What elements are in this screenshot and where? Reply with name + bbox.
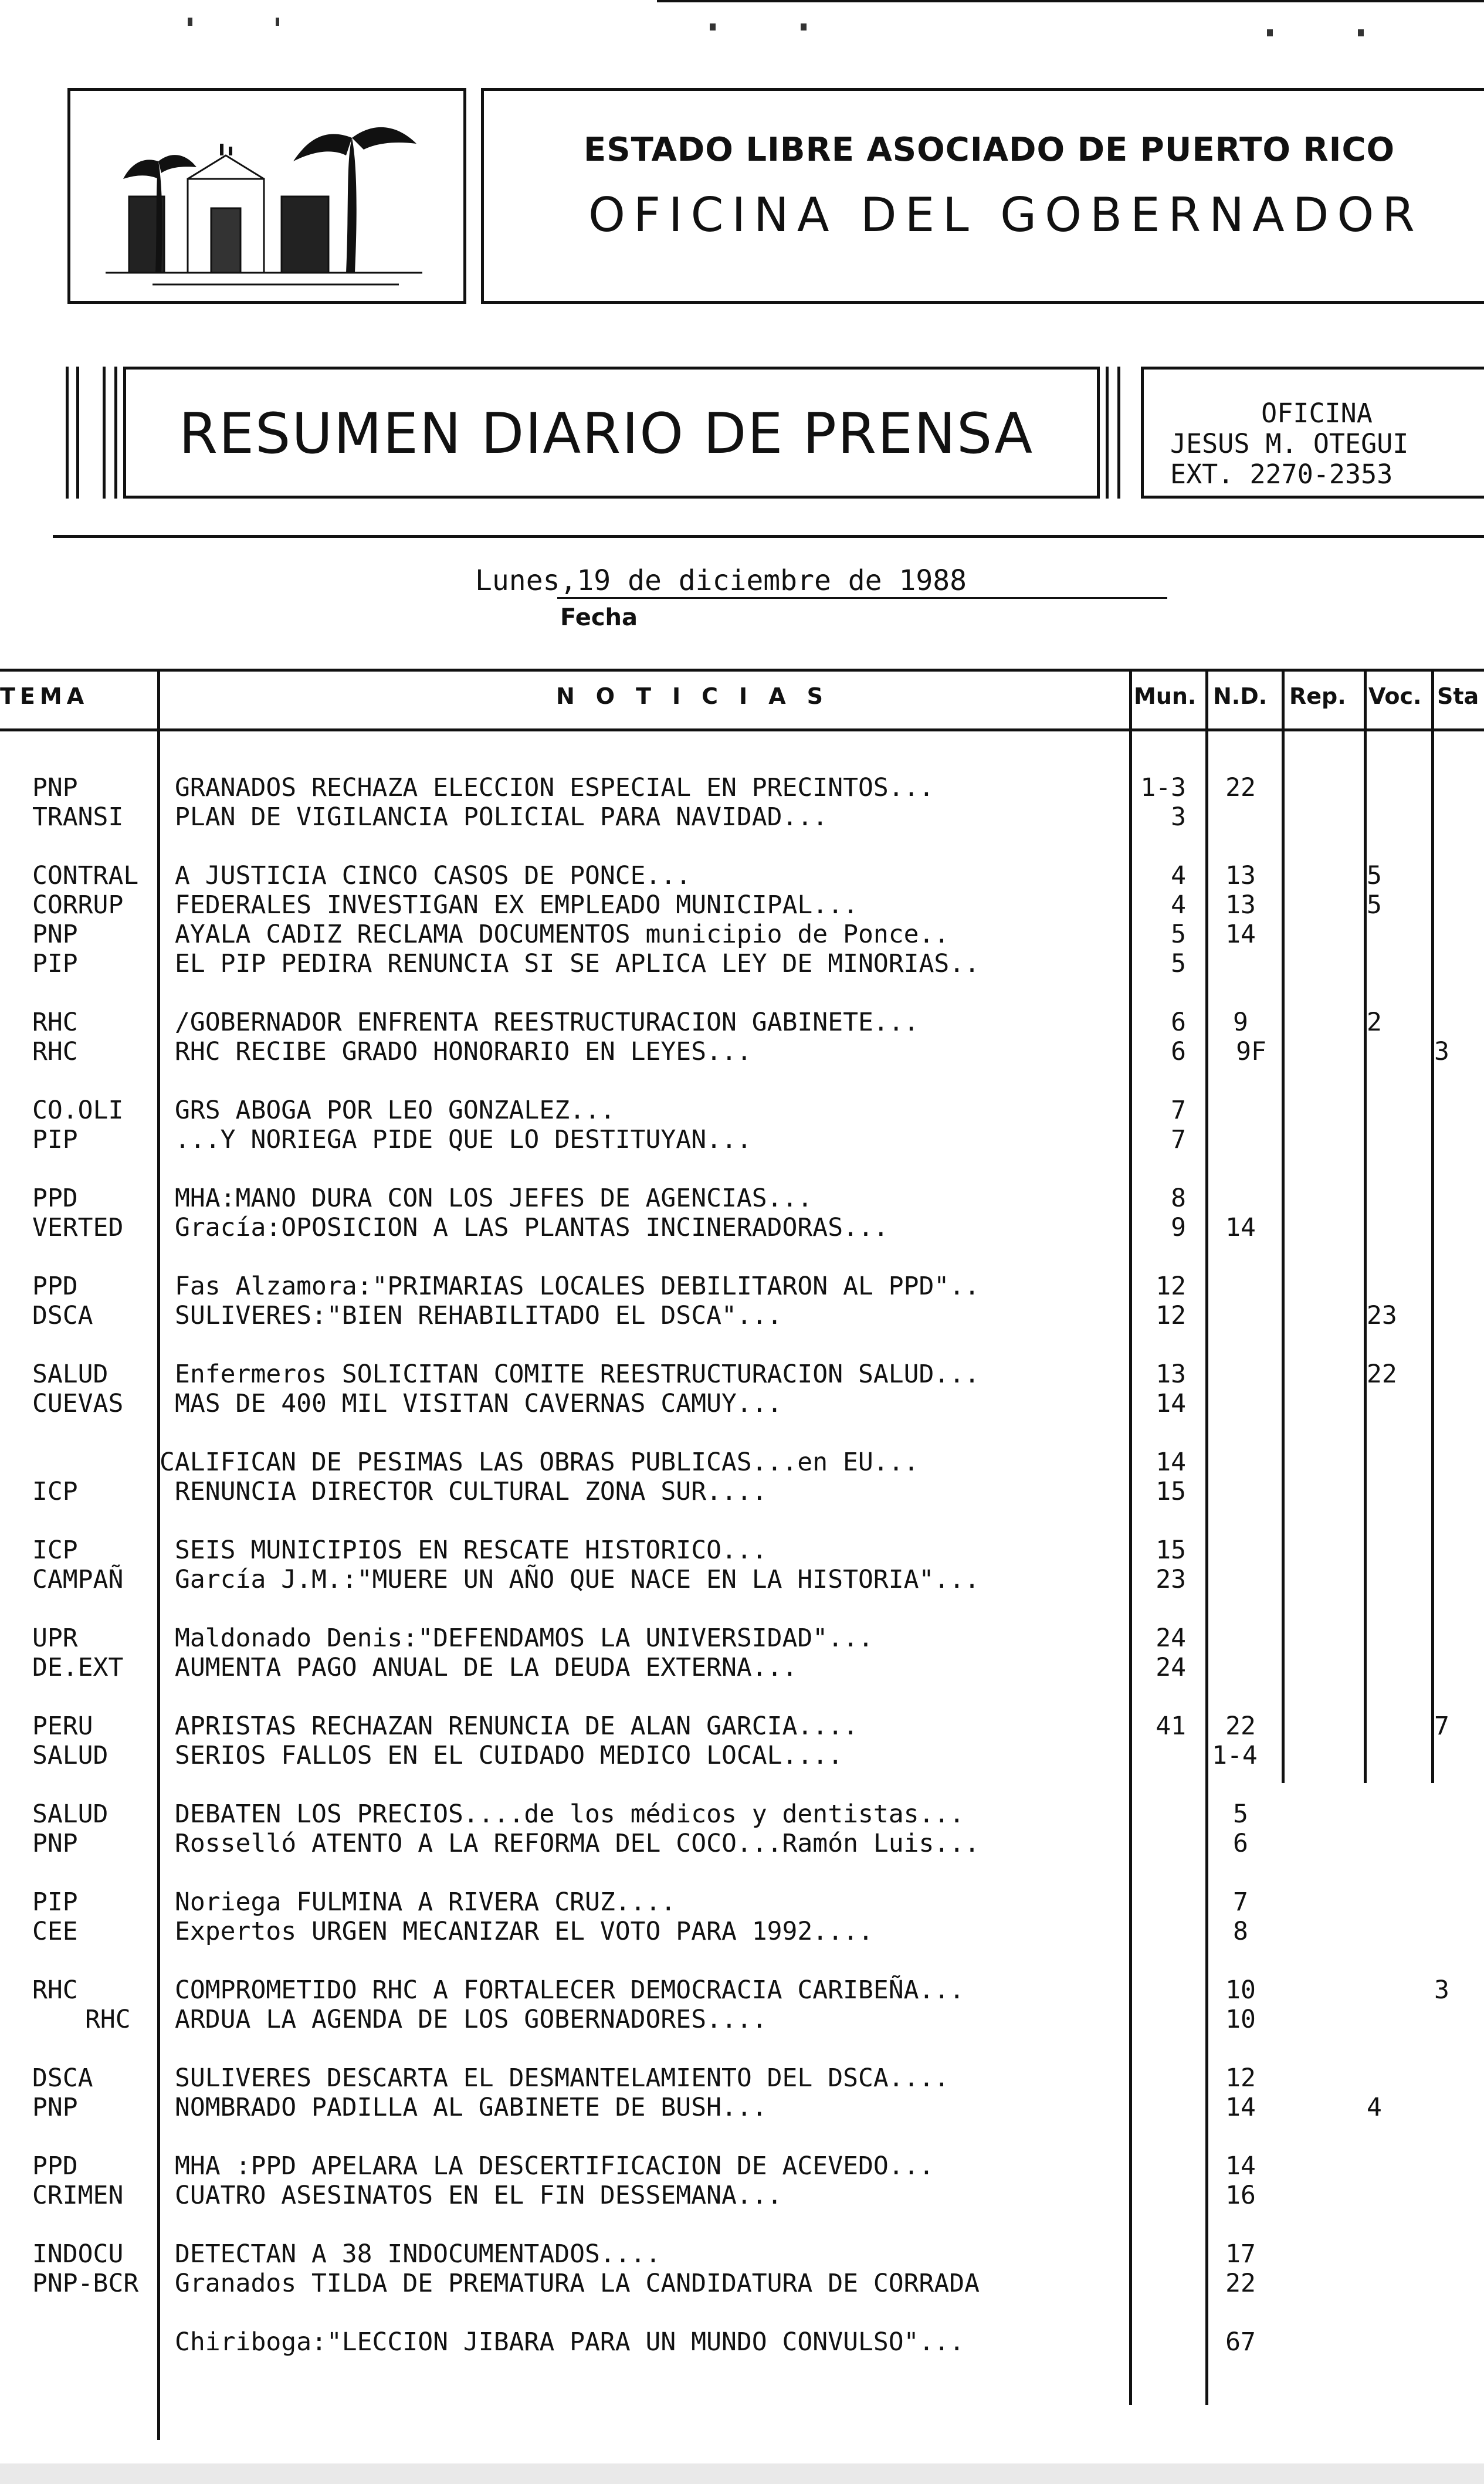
table-row <box>0 1360 1484 1389</box>
mun-cell: 4 <box>1171 890 1186 920</box>
mun-cell: 24 <box>1156 1624 1186 1653</box>
nd-cell: 22 <box>1225 2269 1256 2298</box>
noticia-cell: Rosselló ATENTO A LA REFORMA DEL COCO...Ramón Luis... <box>175 1829 980 1858</box>
noticia-cell: APRISTAS RECHAZAN RENUNCIA DE ALAN GARCIA.... <box>175 1712 858 1741</box>
mun-cell: 24 <box>1156 1653 1186 1682</box>
noticia-cell: CALIFICAN DE PESIMAS LAS OBRAS PUBLICAS...en EU... <box>160 1448 919 1477</box>
table-row <box>0 1624 1484 1653</box>
header-line2: OFICINA DEL GOBERNADOR <box>588 188 1423 242</box>
table-row <box>0 2151 1484 2181</box>
nd-cell: 12 <box>1225 2063 1256 2093</box>
sta-cell: 7 <box>1434 1712 1449 1741</box>
table-row <box>0 1184 1484 1213</box>
voc-cell: 22 <box>1367 1360 1397 1389</box>
noticia-cell: García J.M.:"MUERE UN AÑO QUE NACE EN LA HISTORIA"... <box>175 1565 980 1594</box>
tema-cell: SALUD <box>32 1360 109 1389</box>
table-row <box>0 1975 1484 2005</box>
noticia-cell: RENUNCIA DIRECTOR CULTURAL ZONA SUR.... <box>175 1477 767 1506</box>
tema-cell: PNP-BCR <box>32 2269 139 2298</box>
tema-cell: DSCA <box>32 2063 93 2093</box>
tema-cell: INDOCU <box>32 2239 124 2269</box>
noticia-cell: Expertos URGEN MECANIZAR EL VOTO PARA 1992.... <box>175 1917 873 1946</box>
col-header-sta: Sta <box>1437 683 1479 709</box>
banner-title: RESUMEN DIARIO DE PRENSA <box>179 402 1034 466</box>
table-row <box>0 1213 1484 1242</box>
table-row <box>0 1477 1484 1506</box>
tema-cell: RHC <box>32 1975 78 2005</box>
table-row <box>0 1887 1484 1917</box>
tema-cell: PNP <box>32 2093 78 2122</box>
mun-cell: 15 <box>1156 1536 1186 1565</box>
table-row <box>0 1653 1484 1682</box>
voc-cell: 5 <box>1367 861 1382 890</box>
noticia-cell: Gracía:OPOSICION A LAS PLANTAS INCINERADORAS... <box>175 1213 889 1242</box>
mun-cell: 5 <box>1171 949 1186 978</box>
tema-cell: CO.OLI <box>32 1096 124 1125</box>
table-row <box>0 1389 1484 1418</box>
office-ext: EXT. 2270-2353 <box>1170 459 1393 490</box>
table-row <box>0 2269 1484 2298</box>
table-row <box>0 2327 1484 2357</box>
bottom-edge <box>0 2463 1484 2484</box>
table-row <box>0 1096 1484 1125</box>
tema-cell: PIP <box>32 949 78 978</box>
table-row <box>0 890 1484 920</box>
noticia-cell: MHA :PPD APELARA LA DESCERTIFICACION DE ACEVEDO... <box>175 2151 934 2181</box>
table-row <box>0 920 1484 949</box>
noticia-cell: Maldonado Denis:"DEFENDAMOS LA UNIVERSIDAD"... <box>175 1624 873 1653</box>
noticia-cell: MAS DE 400 MIL VISITAN CAVERNAS CAMUY... <box>175 1389 782 1418</box>
mun-cell: 3 <box>1171 802 1186 832</box>
nd-cell: 5 <box>1233 1800 1248 1829</box>
noticia-cell: AUMENTA PAGO ANUAL DE LA DEUDA EXTERNA... <box>175 1653 798 1682</box>
noticia-cell: EL PIP PEDIRA RENUNCIA SI SE APLICA LEY DE MINORIAS.. <box>175 949 980 978</box>
noticia-cell: RHC RECIBE GRADO HONORARIO EN LEYES... <box>175 1037 752 1066</box>
noticia-cell: DETECTAN A 38 INDOCUMENTADOS.... <box>175 2239 661 2269</box>
col-header-nd: N.D. <box>1213 683 1268 709</box>
nd-cell: 22 <box>1225 1712 1256 1741</box>
nd-cell: 8 <box>1233 1917 1248 1946</box>
table-row <box>0 1272 1484 1301</box>
mun-cell: 5 <box>1171 920 1186 949</box>
tema-cell: SALUD <box>32 1741 109 1770</box>
col-header-voc: Voc. <box>1368 683 1422 709</box>
table-row <box>0 1741 1484 1770</box>
mun-cell: 14 <box>1156 1389 1186 1418</box>
noticia-cell: Noriega FULMINA A RIVERA CRUZ.... <box>175 1887 676 1917</box>
nd-cell: 6 <box>1233 1829 1248 1858</box>
tema-cell: CUEVAS <box>32 1389 124 1418</box>
tema-cell: PPD <box>32 2151 78 2181</box>
table-row <box>0 1800 1484 1829</box>
noticia-cell: FEDERALES INVESTIGAN EX EMPLEADO MUNICIPAL... <box>175 890 858 920</box>
mun-cell: 12 <box>1156 1272 1186 1301</box>
tema-cell: PNP <box>32 773 78 802</box>
table-row <box>0 2093 1484 2122</box>
nd-cell: 10 <box>1225 1975 1256 2005</box>
noticia-cell: GRS ABOGA POR LEO GONZALEZ... <box>175 1096 615 1125</box>
voc-cell: 5 <box>1367 890 1382 920</box>
nd-cell: 9F <box>1236 1037 1266 1066</box>
nd-cell: 1-4 <box>1212 1741 1258 1770</box>
tema-cell: DSCA <box>32 1301 93 1330</box>
noticia-cell: PLAN DE VIGILANCIA POLICIAL PARA NAVIDAD... <box>175 802 828 832</box>
noticia-cell: COMPROMETIDO RHC A FORTALECER DEMOCRACIA CARIBEÑA... <box>175 1975 965 2005</box>
tema-cell: ICP <box>32 1477 78 1506</box>
nd-cell: 14 <box>1225 2093 1256 2122</box>
mun-cell: 13 <box>1156 1360 1186 1389</box>
nd-cell: 7 <box>1233 1887 1248 1917</box>
tema-cell: CORRUP <box>32 890 124 920</box>
tema-cell: CONTRAL <box>32 861 139 890</box>
noticia-cell: Chiriboga:"LECCION JIBARA PARA UN MUNDO CONVULSO"... <box>175 2327 965 2357</box>
tema-cell: CAMPAÑ <box>32 1565 124 1594</box>
mun-cell: 8 <box>1171 1184 1186 1213</box>
voc-cell: 23 <box>1367 1301 1397 1330</box>
noticia-cell: DEBATEN LOS PRECIOS....de los médicos y dentistas... <box>175 1800 965 1829</box>
col-header-mun: Mun. <box>1134 683 1197 709</box>
table-row <box>0 949 1484 978</box>
table-row <box>0 2005 1484 2034</box>
table-row <box>0 1536 1484 1565</box>
noticia-cell: /GOBERNADOR ENFRENTA REESTRUCTURACION GABINETE... <box>175 1008 919 1037</box>
mun-cell: 6 <box>1171 1037 1186 1066</box>
mun-cell: 4 <box>1171 861 1186 890</box>
tema-cell: RHC <box>32 1008 78 1037</box>
tema-cell: VERTED <box>32 1213 124 1242</box>
tema-cell: PNP <box>32 1829 78 1858</box>
tema-cell: CEE <box>32 1917 78 1946</box>
tema-cell: PPD <box>32 1184 78 1213</box>
nd-cell: 9 <box>1233 1008 1248 1037</box>
noticia-cell: Fas Alzamora:"PRIMARIAS LOCALES DEBILITARON AL PPD".. <box>175 1272 980 1301</box>
table-row <box>0 1448 1484 1477</box>
table-row <box>0 2181 1484 2210</box>
noticia-cell: CUATRO ASESINATOS EN EL FIN DESSEMANA... <box>175 2181 782 2210</box>
table-row <box>0 1917 1484 1946</box>
mun-cell: 15 <box>1156 1477 1186 1506</box>
noticia-cell: SULIVERES:"BIEN REHABILITADO EL DSCA"... <box>175 1301 782 1330</box>
col-header-tema: TEMA <box>0 683 89 709</box>
mun-cell: 7 <box>1171 1096 1186 1125</box>
table-row <box>0 1125 1484 1154</box>
noticia-cell: SERIOS FALLOS EN EL CUIDADO MEDICO LOCAL.... <box>175 1741 843 1770</box>
mun-cell: 23 <box>1156 1565 1186 1594</box>
office-label: OFICINA <box>1261 398 1373 429</box>
table-row <box>0 1712 1484 1741</box>
noticia-cell: MHA:MANO DURA CON LOS JEFES DE AGENCIAS... <box>175 1184 813 1213</box>
nd-cell: 16 <box>1225 2181 1256 2210</box>
noticia-cell: NOMBRADO PADILLA AL GABINETE DE BUSH... <box>175 2093 767 2122</box>
voc-cell: 4 <box>1367 2093 1382 2122</box>
col-header-rep: Rep. <box>1289 683 1346 709</box>
tema-cell: PPD <box>32 1272 78 1301</box>
header-line1: ESTADO LIBRE ASOCIADO DE PUERTO RICO <box>584 131 1395 169</box>
noticia-cell: ARDUA LA AGENDA DE LOS GOBERNADORES.... <box>175 2005 767 2034</box>
tema-cell: TRANSI <box>32 802 124 832</box>
tema-cell: RHC <box>32 1037 78 1066</box>
noticia-cell: AYALA CADIZ RECLAMA DOCUMENTOS municipio de Ponce.. <box>175 920 950 949</box>
tema-cell: ICP <box>32 1536 78 1565</box>
nd-cell: 22 <box>1225 773 1256 802</box>
mun-cell: 1-3 <box>1140 773 1186 802</box>
table-row <box>0 773 1484 802</box>
mun-cell: 14 <box>1156 1448 1186 1477</box>
tema-cell: PIP <box>32 1887 78 1917</box>
table-row <box>0 861 1484 890</box>
date-label: Fecha <box>560 604 638 631</box>
mun-cell: 9 <box>1171 1213 1186 1242</box>
col-header-noticias: NOTICIAS <box>556 683 844 709</box>
table-row <box>0 1565 1484 1594</box>
table-row <box>0 1829 1484 1858</box>
tema-cell: UPR <box>32 1624 78 1653</box>
nd-cell: 13 <box>1225 861 1256 890</box>
nd-cell: 10 <box>1225 2005 1256 2034</box>
tema-cell: PIP <box>32 1125 78 1154</box>
mun-cell: 41 <box>1156 1712 1186 1741</box>
nd-cell: 17 <box>1225 2239 1256 2269</box>
noticia-cell: SEIS MUNICIPIOS EN RESCATE HISTORICO... <box>175 1536 767 1565</box>
mun-cell: 7 <box>1171 1125 1186 1154</box>
tema-cell: PERU <box>32 1712 93 1741</box>
noticia-cell: SULIVERES DESCARTA EL DESMANTELAMIENTO DEL DSCA.... <box>175 2063 950 2093</box>
nd-cell: 13 <box>1225 890 1256 920</box>
table-row <box>0 802 1484 832</box>
nd-cell: 14 <box>1225 920 1256 949</box>
voc-cell: 2 <box>1367 1008 1382 1037</box>
tema-cell: DE.EXT <box>32 1653 124 1682</box>
office-name: JESUS M. OTEGUI <box>1170 428 1409 459</box>
mun-cell: 12 <box>1156 1301 1186 1330</box>
mun-cell: 6 <box>1171 1008 1186 1037</box>
date-text: Lunes,19 de diciembre de 1988 <box>475 564 967 597</box>
nd-cell: 14 <box>1225 1213 1256 1242</box>
table-row <box>0 2063 1484 2093</box>
nd-cell: 14 <box>1225 2151 1256 2181</box>
noticia-cell: ...Y NORIEGA PIDE QUE LO DESTITUYAN... <box>175 1125 752 1154</box>
tema-cell: CRIMEN <box>32 2181 124 2210</box>
table-row <box>0 2239 1484 2269</box>
noticia-cell: Granados TILDA DE PREMATURA LA CANDIDATURA DE CORRADA <box>175 2269 980 2298</box>
tema-cell: RHC <box>85 2005 131 2034</box>
tema-cell: SALUD <box>32 1800 109 1829</box>
noticia-cell: A JUSTICIA CINCO CASOS DE PONCE... <box>175 861 692 890</box>
nd-cell: 67 <box>1225 2327 1256 2357</box>
noticia-cell: Enfermeros SOLICITAN COMITE REESTRUCTURACION SALUD... <box>175 1360 980 1389</box>
table-row <box>0 1008 1484 1037</box>
sta-cell: 3 <box>1434 1037 1449 1066</box>
sta-cell: 3 <box>1434 1975 1449 2005</box>
noticia-cell: GRANADOS RECHAZA ELECCION ESPECIAL EN PRECINTOS... <box>175 773 934 802</box>
tema-cell: PNP <box>32 920 78 949</box>
table-row <box>0 1037 1484 1066</box>
table-row <box>0 1301 1484 1330</box>
